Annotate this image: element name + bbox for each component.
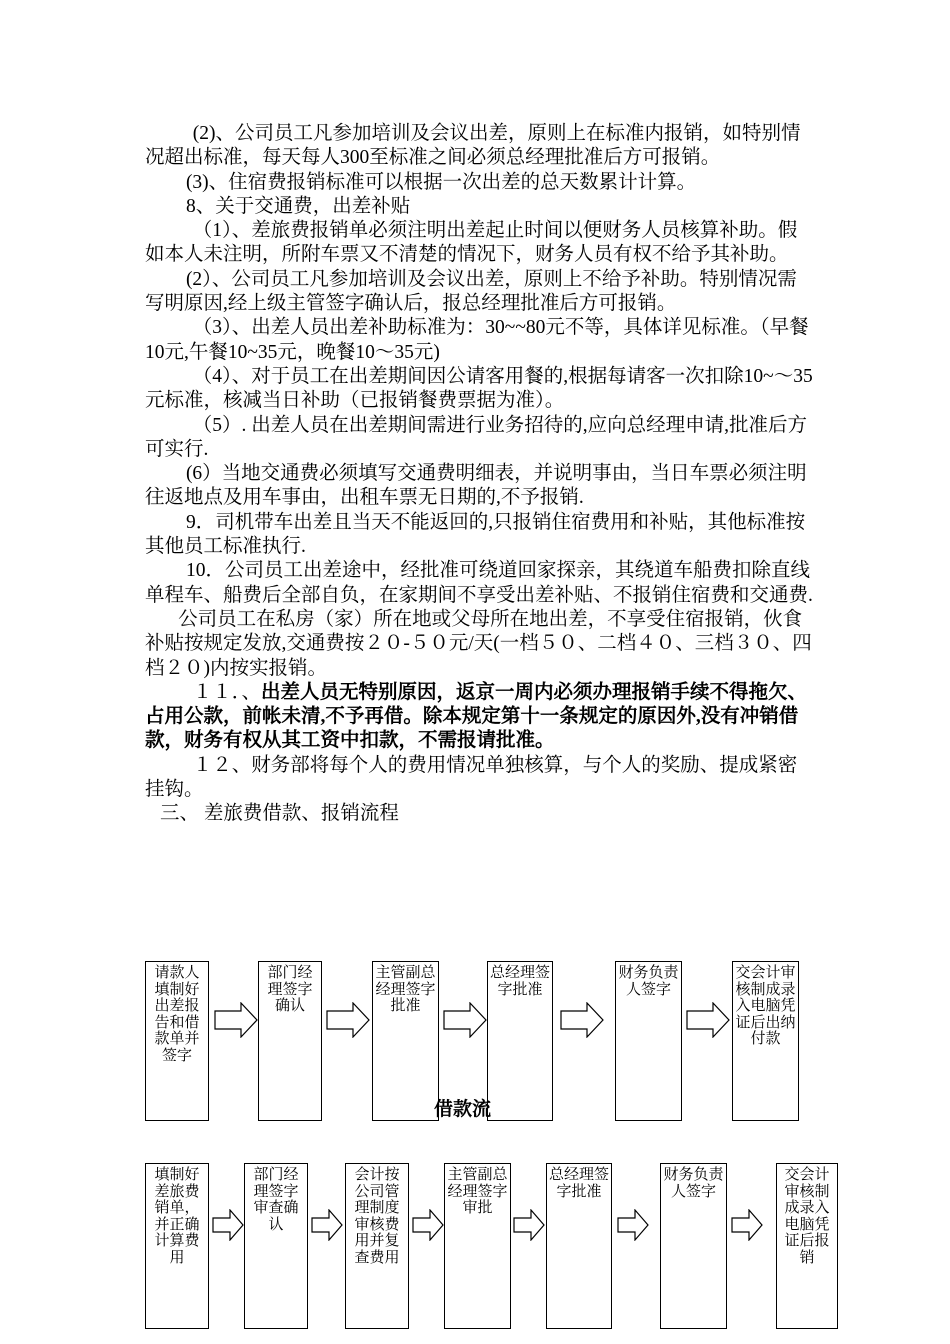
paragraph: (2）、公司员工凡参加培训及会议出差，原则上不给予补助。特别情况需写明原因,经上级主管签字确认后，报总经理批准后方可报销。 <box>145 268 797 315</box>
paragraph: （1）、差旅费报销单必须注明出差起止时间以便财务人员核算补助。假如本人未注明，所附车票又不清楚的情况下，财务人员有权不给予其补助。 <box>145 220 798 266</box>
flow2-step-4: 主管副总经理签字审批 <box>444 1163 511 1329</box>
flow1-caption: 借款流 <box>434 1099 492 1120</box>
paragraph: (3)、住宿费报销标准可以根据一次出差的总天数累计计算。 <box>185 171 697 193</box>
arrow-right-icon <box>686 1002 730 1038</box>
paragraph: (6）当地交通费必须填写交通费明细表，并说明事由，当日车票必须注明往返地点及用车事由，出租车票无日期的,不予报销. <box>145 463 807 509</box>
arrow-right-icon <box>412 1209 444 1241</box>
arrow-right-icon <box>311 1209 343 1241</box>
flow2-step-5: 总经理签字批准 <box>546 1163 612 1329</box>
flow1-step-4: 总经理签字批准 <box>487 961 553 1121</box>
paragraph-11-bold: 出差人员无特别原因，返京一周内必须办理报销手续不得拖欠、占用公款，前帐未清,不予再借。除本规定第十一条规定的原因外,没有冲销借款，财务有权从其工资中扣款，不需报请批准。 <box>145 681 808 752</box>
arrow-right-icon <box>326 1002 370 1038</box>
paragraph: 10．公司员工出差途中，经批准可绕道回家探亲，其绕道车船费扣除直线单程车、船费后全部自负，在家期间不享受出差补贴、不报销住宿费和交通费. <box>145 560 813 606</box>
flow2-step-6: 财务负责人签字 <box>660 1163 727 1329</box>
flow1-step-6: 交会计审核制成录入电脑凭证后出纳付款 <box>732 961 799 1121</box>
flow1-step-2: 部门经理签字确认 <box>258 961 322 1121</box>
flow1-step-1: 请款人填制好出差报告和借款单并签字 <box>145 961 209 1121</box>
paragraph: （3）、出差人员出差补助标准为：30~~80元不等，具体详见标准。（早餐10元,午餐10~35元，晚餐10～35元) <box>145 317 809 363</box>
flow2-step-3: 会计按公司管理制度审核费用并复查费用 <box>345 1163 409 1329</box>
arrow-right-icon <box>617 1209 649 1241</box>
flow1-step-5: 财务负责人签字 <box>615 961 682 1121</box>
paragraph: （5）. 出差人员在出差期间需进行业务招待的,应向总经理申请,批准后方可实行. <box>145 414 808 460</box>
flow2-step-7: 交会计审核制成录入电脑凭证后报销 <box>776 1163 838 1329</box>
paragraph: 8、关于交通费，出差补贴 <box>185 195 411 217</box>
document-body <box>145 122 815 827</box>
flow2-step-2: 部门经理签字审查确认 <box>244 1163 308 1329</box>
paragraph: 公司员工在私房（家）所在地或父母所在地出差，不享受住宿报销，伙食补贴按规定发放,交通费按２０-５０元/天(一档５０、二档４０、三档３０、四档２０)内按实报销。 <box>145 608 812 679</box>
paragraph-11 <box>145 681 815 754</box>
paragraph: (2)、公司员工凡参加培训及会议出差，原则上在标准内报销，如特别情况超出标准，每天每人300至标准之间必须总经理批准后方可报销。 <box>145 123 801 169</box>
paragraph-11-number: １１．、 <box>192 681 262 703</box>
flow2-step-1: 填制好差旅费销单，并正确计算费用 <box>145 1163 209 1329</box>
arrow-right-icon <box>214 1002 258 1038</box>
arrow-right-icon <box>212 1209 244 1241</box>
section-title: 三、 差旅费借款、报销流程 <box>160 803 399 825</box>
arrow-right-icon <box>560 1002 604 1038</box>
arrow-right-icon <box>731 1209 763 1241</box>
arrow-right-icon <box>443 1002 487 1038</box>
paragraph: （4）、对于员工在出差期间因公请客用餐的,根据每请客一次扣除10~～35元标准，核减当日补助（已报销餐费票据为准）。 <box>145 365 813 412</box>
arrow-right-icon <box>513 1209 545 1241</box>
flow1-step-3: 主管副总经理签字批准 <box>372 961 439 1121</box>
paragraph-12: １２、财务部将每个人的费用情况单独核算，与个人的奖励、提成紧密挂钩。 <box>145 754 798 801</box>
paragraph: 9．司机带车出差且当天不能返回的,只报销住宿费用和补贴，其他标准按其他员工标准执行. <box>145 511 806 558</box>
